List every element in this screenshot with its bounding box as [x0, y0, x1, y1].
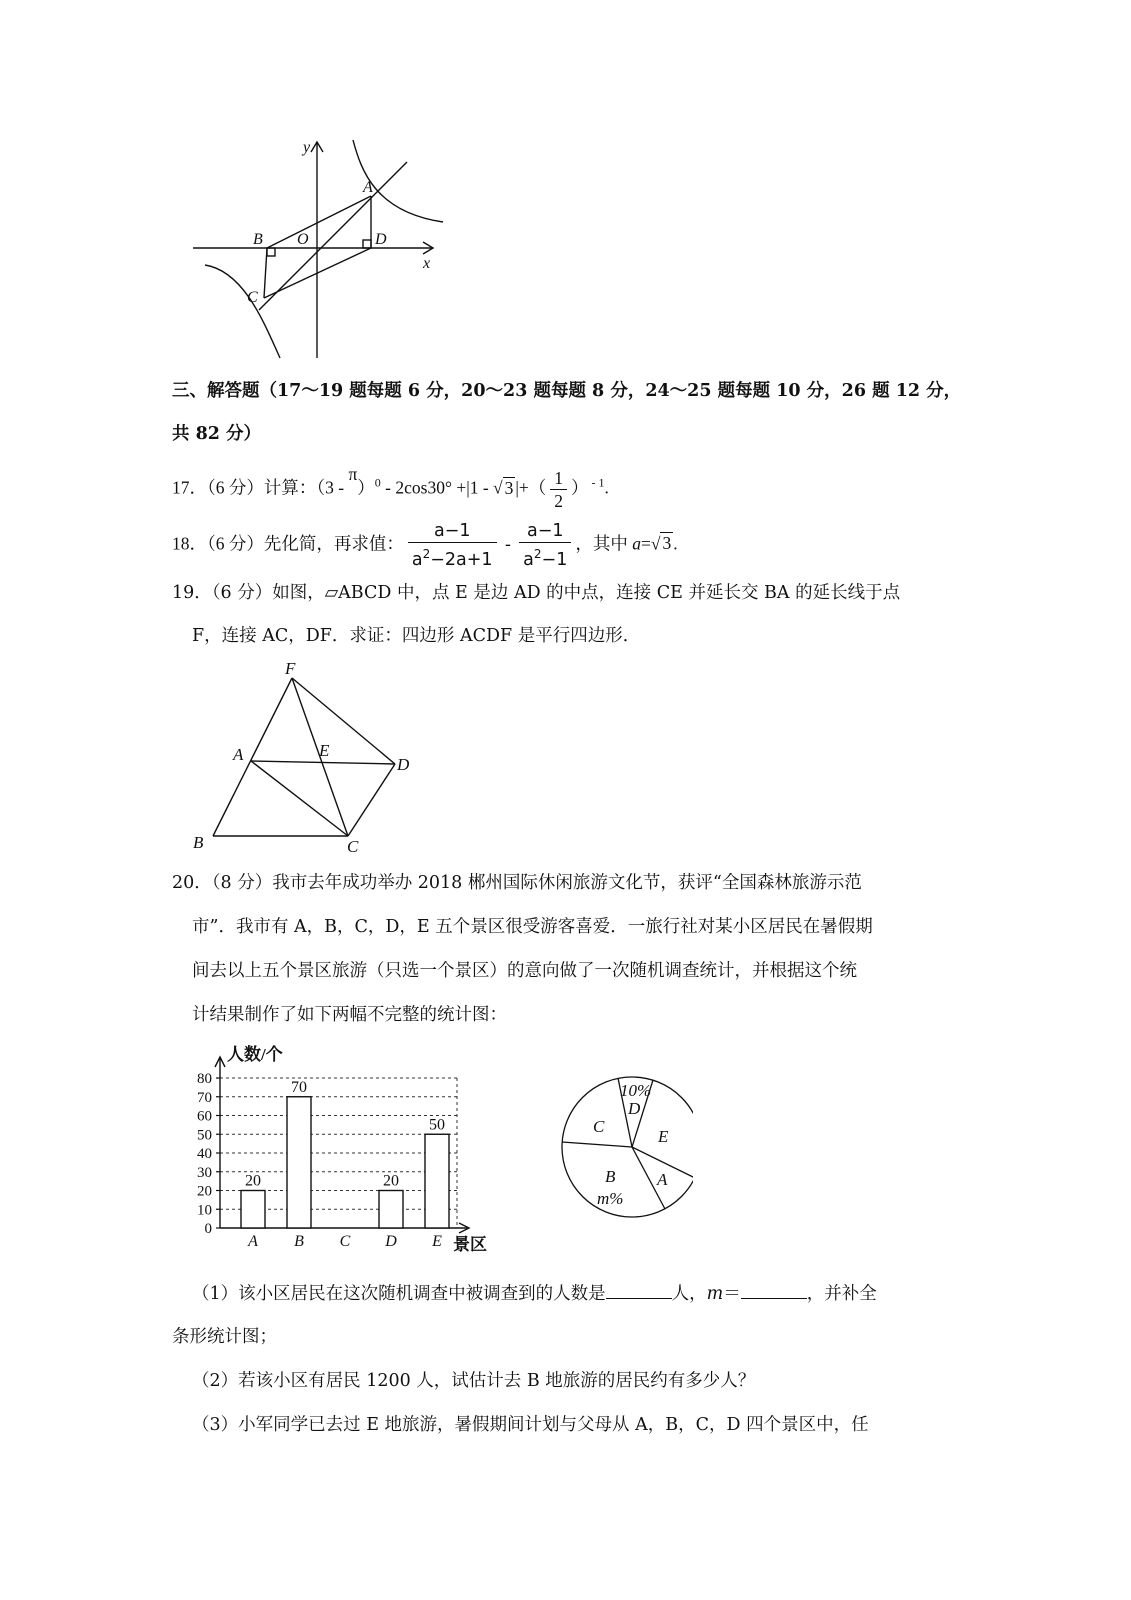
q18-fraction-2 — [519, 520, 571, 571]
q17-close: ） — [571, 477, 589, 498]
segment-ba — [267, 196, 371, 248]
coordinate-figure — [185, 130, 455, 365]
label-d: D — [397, 755, 410, 774]
sub1-text-a: （1）该小区居民在这次随机调查中被调查到的人数是 — [192, 1284, 606, 1304]
bar-a — [241, 1191, 265, 1229]
q17-abs-close: |+（ — [515, 477, 547, 498]
bar-y-label: 人数/个 — [227, 1045, 283, 1064]
data-label-b: 70 — [291, 1078, 307, 1096]
q17-frac-num: 1 — [550, 467, 567, 490]
data-label-d: 20 — [383, 1172, 399, 1190]
label-c: C — [247, 289, 258, 306]
question-20-line3: 间去以上五个景区旅游（只选一个景区）的意向做了一次随机调查统计，并根据这个统 — [192, 961, 857, 981]
question-20-line4: 计结果制作了如下两幅不完整的统计图： — [192, 1005, 507, 1025]
q18-prefix: 18．（6 分）先化简，再求值： — [172, 533, 404, 554]
y-tick-label-50: 50 — [197, 1127, 212, 1144]
section-title-line1: 三、解答题（17～19 题每题 6 分，20～23 题每题 8 分，24～25 题每题 10 分，26 题 12 分， — [172, 381, 962, 401]
q18-f2-num: a−1 — [519, 520, 571, 543]
sub1-eq: ＝ — [723, 1284, 741, 1304]
label-b: B — [193, 833, 204, 852]
pie-label-c: C — [593, 1117, 605, 1136]
q17-end: . — [604, 477, 609, 498]
y-tick-label-80: 80 — [197, 1071, 212, 1087]
q18-f2-den — [519, 543, 571, 571]
right-angle-d — [363, 240, 371, 248]
pie-label-b: B — [605, 1167, 616, 1186]
label-d: D — [375, 231, 387, 248]
q18-eq: = — [640, 533, 651, 554]
y-tick-label-20: 20 — [197, 1183, 212, 1200]
q18-sqrt-icon: √ — [650, 533, 661, 554]
q18-var: a — [632, 533, 641, 554]
parallelogram-figure — [185, 658, 425, 858]
label-y: y — [303, 139, 311, 156]
q18-f1-den-a: a — [411, 549, 423, 570]
y-tick-label-40: 40 — [197, 1146, 212, 1162]
label-e: E — [319, 741, 330, 760]
x-tick-label-e: E — [432, 1233, 442, 1250]
y-tick-label-10: 10 — [197, 1202, 212, 1219]
question-19-line2: F，连接 AC，DF．求证：四边形 ACDF 是平行四边形． — [192, 626, 641, 646]
q17-fraction — [550, 467, 567, 512]
pie-label-e: E — [658, 1127, 669, 1146]
pie-label-d-percent: 10% — [620, 1081, 652, 1100]
label-c: C — [347, 837, 359, 856]
bar-x-label: 景区 — [453, 1235, 487, 1254]
answer-blank-count[interactable] — [606, 1280, 672, 1299]
q17-exp-neg: - 1 — [588, 475, 605, 490]
right-angle-b — [267, 248, 275, 256]
q18-f1-num: a−1 — [408, 520, 497, 543]
q18-f2-den-a: a — [523, 549, 534, 570]
y-tick-label-0: 0 — [204, 1221, 212, 1237]
x-tick-label-d: D — [385, 1233, 397, 1250]
question-20-line2: 市”．我市有 A，B，C，D，E 五个景区很受游客喜爱．一旅行社对某小区居民在暑假期 — [192, 917, 873, 937]
data-label-a: 20 — [245, 1172, 261, 1190]
edge-dc — [348, 764, 395, 836]
q18-f1-den-exp: 2 — [422, 547, 431, 561]
bar-chart — [185, 1040, 505, 1255]
sub1-var-m: m — [706, 1284, 724, 1304]
question-20-sub1 — [192, 1280, 877, 1307]
q18-sqrt-value: 3 — [662, 533, 672, 554]
q17-prefix: 17．（6 分）计算：（3 - — [172, 477, 349, 498]
q18-end: . — [673, 533, 678, 554]
q17-sqrt-icon: √ — [493, 477, 503, 498]
pie-label-b-percent: m% — [597, 1189, 624, 1208]
q17-exp0: 0 — [374, 475, 381, 490]
question-19-line1: 19．（6 分）如图，▱ABCD 中，点 E 是边 AD 的中点，连接 CE 并延长交 BA 的延长线于点 — [172, 583, 901, 603]
label-a: A — [233, 745, 244, 764]
edge-ac — [251, 761, 348, 836]
q17-mid: - 2cos30° +|1 - — [380, 477, 494, 498]
answer-blank-m[interactable] — [741, 1280, 807, 1299]
y-tick-label-70: 70 — [197, 1089, 212, 1106]
data-label-e: 50 — [429, 1116, 445, 1134]
q17-frac-den: 2 — [554, 491, 564, 511]
label-b: B — [253, 231, 263, 248]
pie-divider-b-c — [562, 1142, 632, 1147]
x-tick-label-c: C — [339, 1233, 351, 1250]
y-tick-label-60: 60 — [197, 1108, 212, 1125]
q17-paren-close: ） — [357, 477, 375, 498]
pie-chart — [553, 1068, 693, 1228]
q18-f1-den-rest: −2a+1 — [430, 549, 493, 570]
label-x: x — [423, 255, 431, 272]
q18-suffix: ，其中 — [575, 533, 633, 554]
bar-d — [379, 1191, 403, 1229]
x-tick-label-b: B — [294, 1233, 304, 1250]
edge-bf — [213, 678, 292, 836]
bar-b — [287, 1097, 311, 1228]
question-17 — [172, 463, 609, 512]
hyperbola-lower — [205, 265, 280, 358]
question-20-line1: 20．（8 分）我市去年成功举办 2018 郴州国际休闲旅游文化节，获评“全国森林旅游示范 — [172, 873, 862, 893]
q18-f1-den — [408, 543, 497, 571]
q18-minus: - — [500, 533, 516, 554]
y-tick-label-30: 30 — [197, 1164, 212, 1181]
pie-label-d: D — [628, 1099, 641, 1118]
question-20-sub2: （2）若该小区有居民 1200 人，试估计去 B 地旅游的居民约有多少人？ — [192, 1371, 756, 1391]
pie-label-a: A — [657, 1170, 668, 1189]
q17-pi: π — [348, 463, 358, 484]
q17-sqrt-value: 3 — [504, 477, 514, 498]
question-18 — [172, 520, 678, 571]
q18-fraction-1 — [408, 520, 497, 571]
bar-e — [425, 1134, 449, 1228]
question-20-sub3: （3）小军同学已去过 E 地旅游，暑假期间计划与父母从 A，B，C，D 四个景区中，任 — [192, 1415, 869, 1435]
label-a: A — [363, 179, 373, 196]
label-o: O — [297, 231, 309, 248]
sub1-text-c: ，并补全 — [806, 1284, 877, 1304]
x-tick-label-a: A — [248, 1233, 258, 1250]
q18-f2-den-exp: 2 — [533, 547, 542, 561]
section-title-line2: 共 82 分） — [172, 424, 262, 444]
label-f: F — [285, 659, 296, 678]
sub1-text-b: 人， — [671, 1284, 707, 1304]
q18-f2-den-rest: −1 — [541, 549, 568, 570]
question-20-sub1-line2: 条形统计图； — [172, 1327, 277, 1347]
